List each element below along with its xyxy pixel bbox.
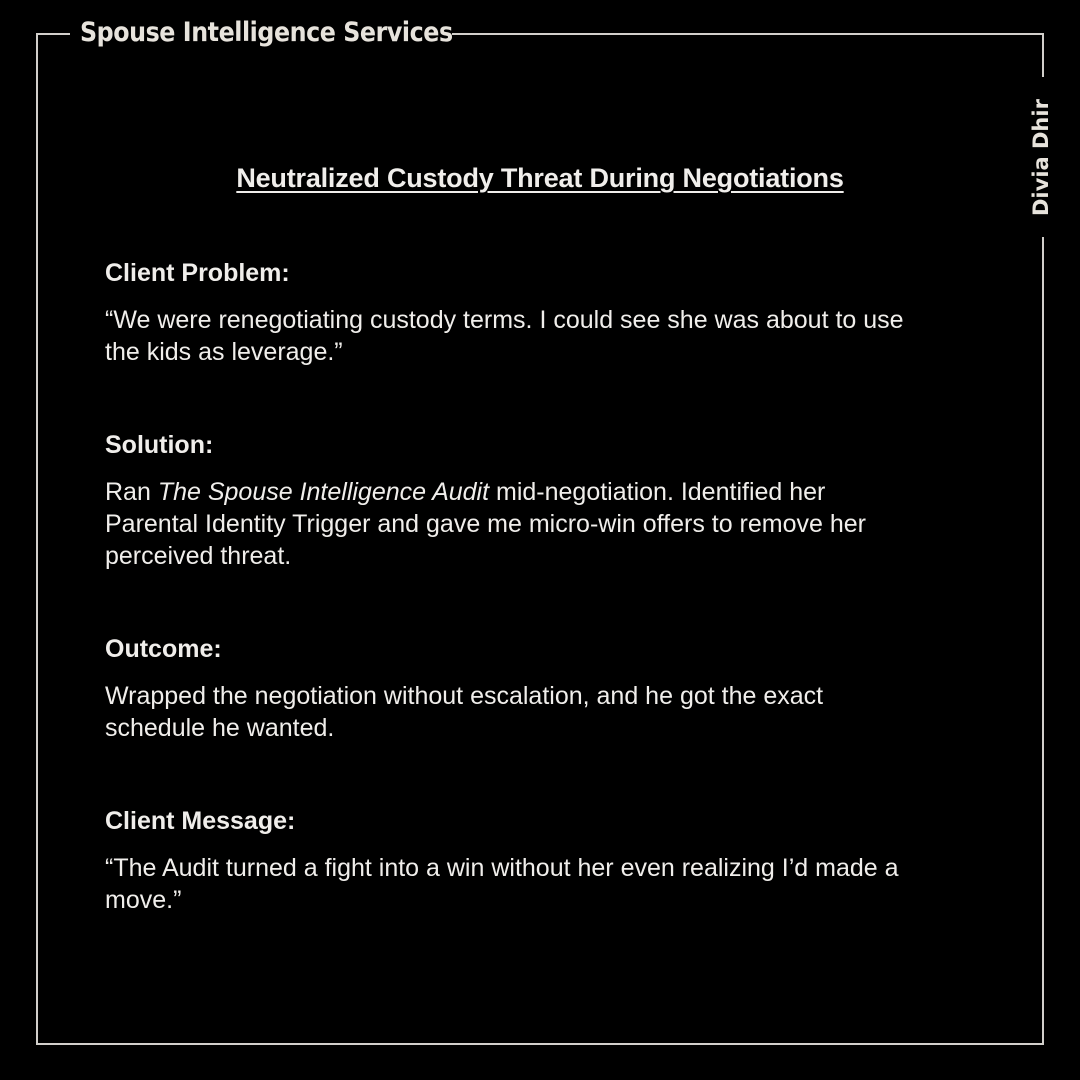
frame-right-segment-top xyxy=(1042,33,1044,77)
frame-top-segment-left xyxy=(36,33,70,35)
section-outcome xyxy=(105,634,985,744)
client-message-heading: Client Message: xyxy=(105,807,296,835)
solution-line-3: perceived threat. xyxy=(105,542,292,570)
solution-heading: Solution: xyxy=(105,431,214,459)
solution-line-1 xyxy=(105,476,985,508)
client-problem-line-2: the kids as leverage.” xyxy=(105,338,343,366)
author-name: Divia Dhir xyxy=(1029,99,1053,216)
brand-name: Spouse Intelligence Services xyxy=(80,17,453,48)
client-message-line-2: move.” xyxy=(105,886,182,914)
section-solution xyxy=(105,430,985,572)
content-column xyxy=(105,258,985,978)
frame-right-segment-bottom xyxy=(1042,237,1044,1043)
outcome-line-2: schedule he wanted. xyxy=(105,714,335,742)
outcome-line-1: Wrapped the negotiation without escalation, and he got the exact xyxy=(105,682,824,710)
section-client-problem xyxy=(105,258,985,368)
frame-bottom-border xyxy=(36,1043,1044,1045)
client-problem-line-1: “We were renegotiating custody terms. I could see she was about to use xyxy=(105,306,904,334)
section-client-message xyxy=(105,806,985,916)
solution-line-2: Parental Identity Trigger and gave me micro-win offers to remove her xyxy=(105,510,866,538)
solution-line-1-suffix: mid-negotiation. Identified her xyxy=(489,478,826,506)
page-title: Neutralized Custody Threat During Negotiations xyxy=(236,163,844,193)
client-problem-heading: Client Problem: xyxy=(105,259,290,287)
solution-line-1-prefix: Ran xyxy=(105,478,158,506)
outcome-heading: Outcome: xyxy=(105,635,222,663)
client-message-line-1: “The Audit turned a fight into a win without her even realizing I’d made a xyxy=(105,854,899,882)
solution-line-1-italic: The Spouse Intelligence Audit xyxy=(157,478,490,506)
frame-top-segment-right xyxy=(452,33,1044,35)
